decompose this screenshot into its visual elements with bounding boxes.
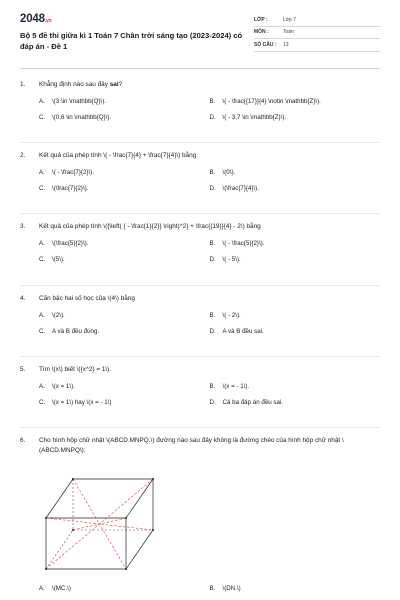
question-5 (20, 365, 380, 407)
info-panel (254, 14, 380, 52)
options-grid (20, 584, 380, 593)
option-d[interactable] (210, 113, 381, 122)
option-text: \( - 5\). (222, 256, 241, 263)
option-a[interactable] (39, 584, 210, 593)
vertex (125, 517, 127, 519)
question-number: 1. (20, 81, 26, 88)
question-6-options (20, 584, 380, 593)
options-grid (20, 97, 380, 122)
option-a[interactable] (39, 382, 210, 391)
question-separator (20, 356, 380, 357)
option-text: \(x = - 1\). (222, 383, 250, 390)
header-divider (20, 68, 380, 69)
option-letter: C. (39, 399, 46, 406)
option-letter: A. (39, 240, 45, 247)
question-separator (20, 213, 380, 214)
vertex (152, 529, 154, 531)
option-letter: B. (209, 169, 216, 176)
option-letter: C. (39, 114, 46, 121)
question-text: Căn bậc hai số học của \(4\) bằng (39, 295, 135, 302)
option-d[interactable] (210, 255, 381, 264)
option-text: \( - 2\). (222, 312, 241, 319)
question-text: Kết quả của phép tính \({\left( { - \frac{1}{2}} \right)^2} + \frac{{19}}{4} - 2\) bằng (39, 223, 261, 230)
option-c[interactable] (39, 255, 210, 264)
question-3 (20, 222, 380, 264)
vertex (125, 568, 127, 570)
edge-top-left (46, 479, 73, 518)
option-letter: A. (39, 312, 45, 319)
option-letter: B. (209, 312, 216, 319)
vertex (72, 478, 74, 480)
stem-emphasis: sai (109, 81, 119, 88)
question-number: 2. (20, 152, 26, 159)
option-text: A và B đều sai. (222, 328, 264, 335)
question-number: 5. (20, 366, 26, 373)
info-row-subject (254, 27, 380, 40)
option-text: \( - 3,7 \in \mathbb{Z}\). (222, 114, 287, 121)
option-text: \(\frac{7}{4}\). (222, 185, 259, 192)
option-letter: D. (209, 185, 216, 192)
question-separator (20, 285, 380, 286)
option-letter: C. (39, 328, 46, 335)
option-text: \(0,6 \in \mathbb{Q}\). (52, 114, 112, 121)
question-4 (20, 294, 380, 336)
options-grid (20, 239, 380, 264)
option-letter: D. (209, 328, 216, 335)
option-text: A và B đều đúng. (52, 328, 100, 335)
question-stem (20, 365, 380, 375)
option-b[interactable] (210, 382, 381, 391)
question-number: 4. (20, 295, 26, 302)
option-text: \(\frac{5}{2}\). (52, 240, 89, 247)
option-letter: D. (209, 399, 216, 406)
option-c[interactable] (39, 398, 210, 407)
options-grid (20, 382, 380, 407)
option-letter: C. (39, 256, 46, 263)
option-text: \(DN.\) (222, 585, 241, 592)
option-letter: A. (39, 585, 45, 592)
option-text: \(3 \in \mathbb{Q}\). (52, 98, 106, 105)
option-d[interactable] (210, 327, 381, 336)
cuboid-figure (36, 474, 166, 574)
option-b[interactable] (210, 584, 381, 593)
question-number: 6. (20, 437, 26, 444)
option-text: \(5\). (52, 256, 65, 263)
question-stem (20, 294, 380, 304)
option-text: \(0\). (222, 169, 236, 176)
question-separator (20, 427, 380, 428)
option-c[interactable] (39, 327, 210, 336)
question-1 (20, 80, 380, 122)
option-d[interactable] (210, 398, 381, 407)
option-text: \( - \frac{{17}}{4} \notin \mathbb{Z}\). (222, 98, 321, 105)
option-letter: D. (209, 114, 216, 121)
question-stem (20, 436, 380, 456)
question-number: 3. (20, 223, 26, 230)
option-c[interactable] (39, 184, 210, 193)
option-text: \(2\). (52, 312, 65, 319)
info-value: 13 (283, 41, 289, 48)
option-letter: A. (39, 98, 45, 105)
option-text: Cả ba đáp án đều sai. (222, 399, 284, 406)
option-b[interactable] (210, 168, 381, 177)
site-logo[interactable] (20, 13, 51, 25)
info-row-class (254, 14, 380, 27)
option-letter: A. (39, 383, 45, 390)
option-a[interactable] (39, 97, 210, 106)
option-text: \( - \frac{5}{2}\). (222, 240, 265, 247)
options-grid (20, 168, 380, 193)
logo-suffix: .vn (44, 18, 52, 24)
edge-bottom-right (126, 530, 153, 569)
front-face (46, 518, 126, 569)
question-separator (20, 142, 380, 143)
question-6 (20, 436, 380, 456)
option-letter: B. (209, 383, 216, 390)
vertex (152, 478, 154, 480)
question-text: Cho hình hộp chữ nhật \(ABCD.MNPQ,\) đường nào sau đây không là đường chéo của hình hộp chữ nhật \(ABCD.MNPQ\): (39, 437, 344, 454)
options-grid (20, 311, 380, 336)
cuboid-diagonals (46, 479, 153, 569)
option-text: \(x = 1\). (52, 383, 75, 390)
info-label: LỚP : (254, 16, 268, 23)
option-d[interactable] (210, 184, 381, 193)
option-letter: A. (39, 169, 45, 176)
vertex (72, 529, 74, 531)
vertex (45, 517, 47, 519)
info-value: Lớp 7 (283, 16, 297, 23)
question-stem (20, 222, 380, 232)
option-letter: B. (209, 240, 216, 247)
vertex (45, 568, 47, 570)
option-letter: C. (39, 185, 46, 192)
option-a[interactable] (39, 168, 210, 177)
option-b[interactable] (210, 239, 381, 248)
logo-main: 2048 (20, 13, 45, 25)
option-text: \(x = 1\) hay \(x = - 1\) (52, 399, 112, 406)
question-stem (20, 151, 380, 161)
stem-text: Khẳng định nào sau đây (39, 81, 110, 88)
option-a[interactable] (39, 239, 210, 248)
option-text: \( - \frac{7}{2}\). (52, 169, 94, 176)
option-text: \(\frac{7}{2}\). (52, 185, 89, 192)
option-letter: D. (209, 256, 216, 263)
info-value: Toán (283, 29, 294, 36)
option-text: \(MC.\) (52, 585, 71, 592)
option-b[interactable] (210, 97, 381, 106)
info-label: SỐ CÂU : (254, 41, 277, 48)
document-title: Bộ 5 đề thi giữa kì 1 Toán 7 Chân trời sáng tạo (2023-2024) có đáp án - Đề 1 (20, 31, 243, 51)
question-text (39, 80, 380, 90)
option-letter: B. (209, 98, 216, 105)
stem-text-end: ? (118, 81, 123, 88)
option-c[interactable] (39, 113, 210, 122)
option-a[interactable] (39, 311, 210, 320)
question-stem (20, 80, 380, 90)
question-text: Kết quả của phép tính \( - \frac{7}{4} + \frac{7}{4}\) bằng (39, 152, 197, 159)
option-b[interactable] (210, 311, 381, 320)
info-label: MÔN : (254, 29, 269, 36)
option-letter: B. (209, 585, 216, 592)
diagonal-4 (46, 479, 153, 569)
question-2 (20, 151, 380, 193)
question-text: Tìm \(x\) biết \({x^2} = 1\). (39, 366, 112, 373)
info-row-count (254, 39, 380, 52)
